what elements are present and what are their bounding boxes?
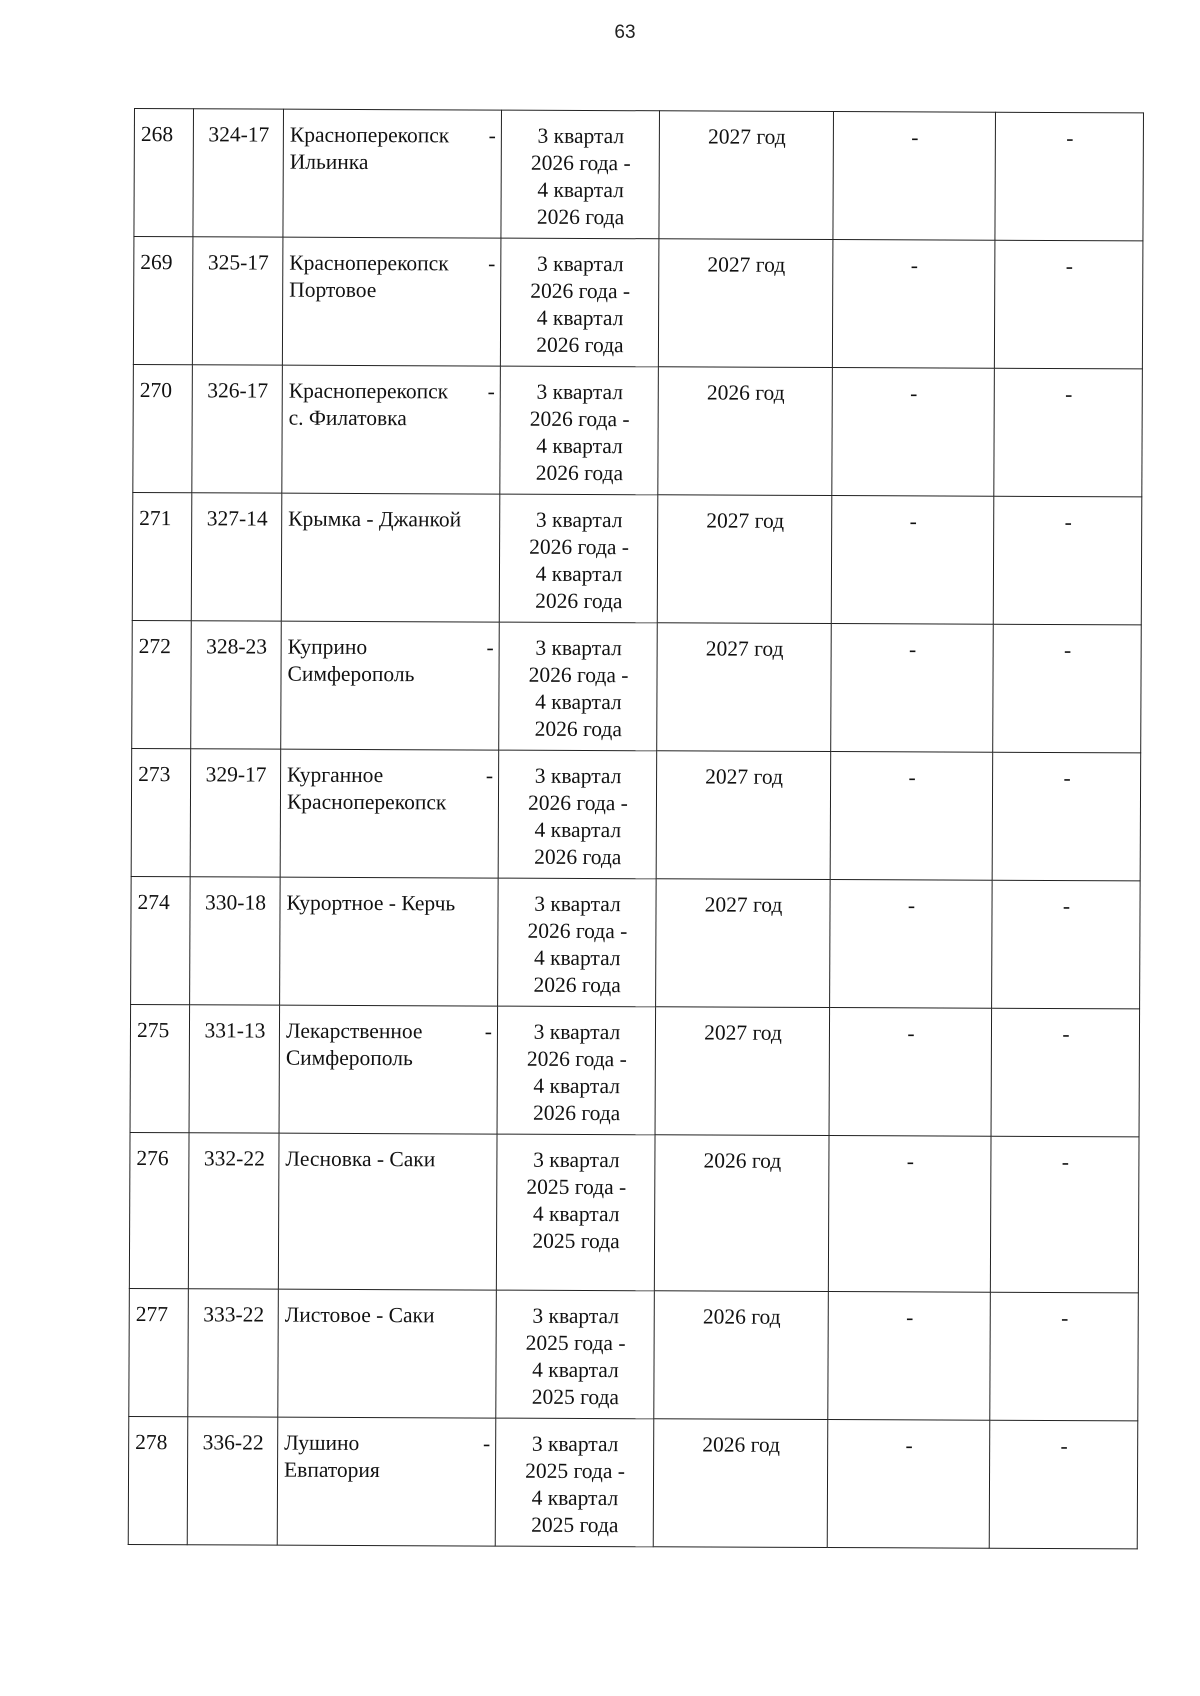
period-line: 3 квартал: [533, 1147, 620, 1173]
row-number-cell: 276: [129, 1132, 189, 1288]
route-name-cell: [283, 109, 502, 238]
route-dash: -: [484, 1019, 493, 1044]
route-name-cell: [277, 1417, 496, 1546]
period-line: 2026 года -: [529, 534, 630, 560]
period-line: 2026 года -: [530, 278, 631, 304]
period-line: 3 квартал: [534, 763, 622, 789]
row-number-cell: 270: [133, 364, 193, 492]
route-name-cell: [281, 621, 500, 750]
route-end-point: с. Филатовка: [288, 405, 407, 431]
value-a-cell: -: [832, 368, 995, 497]
period-line: 2026 года: [533, 972, 621, 998]
route-dash: -: [486, 635, 494, 660]
row-number-cell: 269: [133, 237, 193, 365]
value-a-cell: -: [827, 1420, 990, 1549]
period-cell: [501, 110, 660, 239]
year-cell: 2027 год: [657, 623, 832, 752]
value-b-cell: -: [990, 1136, 1139, 1293]
route-end-point: Красноперекопск: [286, 789, 447, 815]
period-line: 2026 года -: [526, 1046, 627, 1072]
route-start-point: Листовое - Саки: [284, 1302, 435, 1328]
year-cell: 2026 год: [654, 1291, 829, 1420]
period-line: 2025 года: [531, 1512, 619, 1538]
period-cell: [498, 750, 657, 879]
value-a-cell: -: [831, 624, 994, 753]
route-end-point: Ильинка: [289, 149, 369, 175]
route-dash: -: [482, 1431, 491, 1456]
period-cell: [500, 238, 659, 367]
period-line: 3 квартал: [532, 1303, 620, 1329]
route-start-point: Крымка - Джанкой: [288, 506, 462, 532]
table-row: [129, 1288, 1139, 1420]
table-row: [131, 748, 1141, 880]
period-cell: [499, 622, 658, 751]
route-name-cell: [281, 493, 500, 622]
period-line: 2026 года: [534, 716, 622, 742]
route-name-cell: [282, 237, 501, 366]
route-code-cell: 331-13: [189, 1005, 280, 1133]
period-cell: [496, 1290, 655, 1419]
value-b-cell: -: [993, 496, 1142, 625]
period-line: 4 квартал: [535, 689, 622, 715]
table-row: [128, 1416, 1138, 1548]
period-line: 4 квартал: [532, 1357, 619, 1383]
year-cell: 2027 год: [658, 239, 833, 368]
period-cell: [499, 494, 658, 623]
table-row: [133, 237, 1143, 369]
route-first-line: [286, 1018, 492, 1046]
route-start-point: Курганное: [287, 762, 384, 788]
row-number-cell: 278: [128, 1416, 188, 1544]
route-first-line: [284, 1430, 490, 1458]
period-cell: [496, 1134, 655, 1291]
route-start-point: Лушино: [284, 1430, 360, 1455]
period-line: 2025 года: [531, 1384, 620, 1410]
route-end-point: Симферополь: [285, 1045, 413, 1071]
value-b-cell: -: [990, 1292, 1139, 1421]
period-line: 2026 года -: [530, 150, 631, 176]
route-start-point: Лесновка - Саки: [285, 1146, 436, 1172]
route-first-line: [285, 1146, 491, 1174]
route-start-point: Красноперекопск: [289, 250, 449, 276]
route-name-cell: [280, 877, 499, 1006]
row-number-cell: 272: [132, 620, 192, 748]
value-a-cell: -: [833, 112, 996, 241]
period-line: 2026 года: [535, 460, 624, 486]
route-first-line: [288, 506, 494, 534]
row-number-cell: 271: [132, 492, 192, 620]
year-cell: 2027 год: [655, 1007, 830, 1136]
routes-table-body: [128, 109, 1143, 1549]
year-cell: 2026 год: [654, 1135, 829, 1292]
row-number-cell: 275: [130, 1004, 190, 1132]
route-start-point: Лекарственное: [285, 1018, 423, 1044]
table-row: [134, 109, 1144, 241]
period-line: 2026 года -: [529, 406, 630, 432]
row-number-cell: 273: [131, 748, 191, 876]
route-first-line: [290, 122, 496, 150]
table-row: [133, 364, 1143, 496]
period-line: 3 квартал: [536, 251, 624, 277]
route-name-cell: [279, 1005, 498, 1134]
period-line: 2026 года: [532, 1100, 621, 1126]
period-line: 4 квартал: [533, 945, 621, 971]
period-line: 2025 года -: [525, 1458, 626, 1484]
row-number-cell: 277: [129, 1288, 189, 1416]
route-dash: -: [488, 251, 496, 276]
year-cell: 2026 год: [653, 1419, 828, 1548]
value-a-cell: -: [829, 1008, 992, 1137]
routes-table: [128, 108, 1144, 1549]
route-dash: -: [487, 379, 495, 404]
route-code-cell: 333-22: [188, 1289, 279, 1417]
period-line: 2025 года: [532, 1228, 620, 1254]
route-code-cell: 336-22: [187, 1417, 278, 1545]
route-first-line: [286, 890, 492, 918]
period-line: 4 квартал: [533, 1073, 621, 1099]
value-b-cell: -: [993, 624, 1142, 753]
route-code-cell: 332-22: [188, 1133, 279, 1289]
value-b-cell: -: [995, 112, 1144, 241]
route-code-cell: 328-23: [191, 621, 282, 749]
route-code-cell: 330-18: [190, 877, 281, 1005]
period-line: 2025 года -: [525, 1330, 626, 1356]
value-b-cell: -: [989, 1420, 1138, 1549]
route-start-point: Красноперекопск: [289, 122, 450, 148]
route-name-cell: [278, 1133, 497, 1290]
route-name-cell: [280, 749, 499, 878]
value-a-cell: -: [828, 1292, 991, 1421]
route-first-line: [289, 378, 495, 406]
period-line: 4 квартал: [534, 817, 622, 843]
route-first-line: [289, 250, 495, 278]
period-line: 3 квартал: [533, 1019, 621, 1045]
route-dash: -: [488, 123, 496, 148]
route-end-point: Симферополь: [287, 661, 415, 687]
route-name-cell: [282, 365, 501, 494]
period-line: 2026 года: [536, 204, 625, 230]
route-first-line: [288, 634, 494, 662]
period-cell: [495, 1418, 654, 1547]
year-cell: 2027 год: [656, 751, 831, 880]
period-line: 2026 года: [534, 844, 622, 870]
value-b-cell: -: [994, 368, 1143, 497]
year-cell: 2027 год: [659, 111, 834, 240]
route-start-point: Курортное - Керчь: [286, 890, 456, 916]
route-first-line: [285, 1302, 491, 1330]
period-line: 4 квартал: [536, 305, 624, 331]
page-number: 63: [614, 22, 636, 43]
route-code-cell: 325-17: [192, 237, 283, 365]
table-row: [129, 1132, 1139, 1292]
value-b-cell: -: [991, 1008, 1140, 1137]
period-line: 3 квартал: [534, 891, 621, 917]
period-line: 4 квартал: [536, 433, 623, 459]
period-line: 4 квартал: [537, 177, 624, 203]
period-cell: [500, 366, 659, 495]
route-code-cell: 326-17: [192, 365, 283, 493]
period-cell: [498, 878, 657, 1007]
value-a-cell: -: [832, 240, 995, 369]
value-a-cell: -: [830, 880, 993, 1009]
value-a-cell: -: [828, 1136, 991, 1293]
period-line: 3 квартал: [535, 635, 622, 661]
period-cell: [497, 1006, 656, 1135]
period-line: 3 квартал: [536, 379, 624, 405]
row-number-cell: 268: [134, 109, 194, 237]
route-start-point: Красноперекопск: [288, 378, 449, 404]
year-cell: 2027 год: [656, 879, 831, 1008]
route-end-point: Портовое: [289, 277, 377, 303]
value-a-cell: -: [831, 496, 994, 625]
period-line: 4 квартал: [535, 561, 623, 587]
period-line: 3 квартал: [531, 1431, 619, 1457]
value-a-cell: -: [830, 752, 993, 881]
value-b-cell: -: [992, 752, 1141, 881]
period-line: 2026 года -: [527, 918, 628, 944]
period-line: 4 квартал: [532, 1201, 620, 1227]
year-cell: 2026 год: [658, 367, 833, 496]
table-row: [132, 620, 1142, 752]
period-line: 2025 года -: [526, 1174, 627, 1200]
period-line: 2026 года -: [528, 790, 628, 816]
period-line: 2026 года: [536, 332, 624, 358]
route-first-line: [287, 762, 493, 790]
table-row: [130, 1004, 1140, 1136]
route-dash: -: [485, 763, 494, 788]
table-row: [132, 492, 1142, 624]
value-b-cell: -: [994, 240, 1143, 369]
period-line: 4 квартал: [531, 1485, 619, 1511]
route-start-point: Куприно: [287, 634, 368, 660]
period-line: 2026 года -: [528, 662, 629, 688]
route-code-cell: 324-17: [193, 109, 284, 237]
route-code-cell: 327-14: [191, 493, 282, 621]
period-line: 3 квартал: [535, 507, 623, 533]
year-cell: 2027 год: [657, 495, 832, 624]
period-line: 2026 года: [535, 588, 623, 614]
row-number-cell: 274: [131, 876, 191, 1004]
route-end-point: Евпатория: [284, 1457, 380, 1483]
period-line: 3 квартал: [537, 123, 625, 149]
route-code-cell: 329-17: [190, 749, 281, 877]
value-b-cell: -: [992, 880, 1141, 1009]
route-name-cell: [278, 1289, 497, 1418]
table-row: [131, 876, 1141, 1008]
